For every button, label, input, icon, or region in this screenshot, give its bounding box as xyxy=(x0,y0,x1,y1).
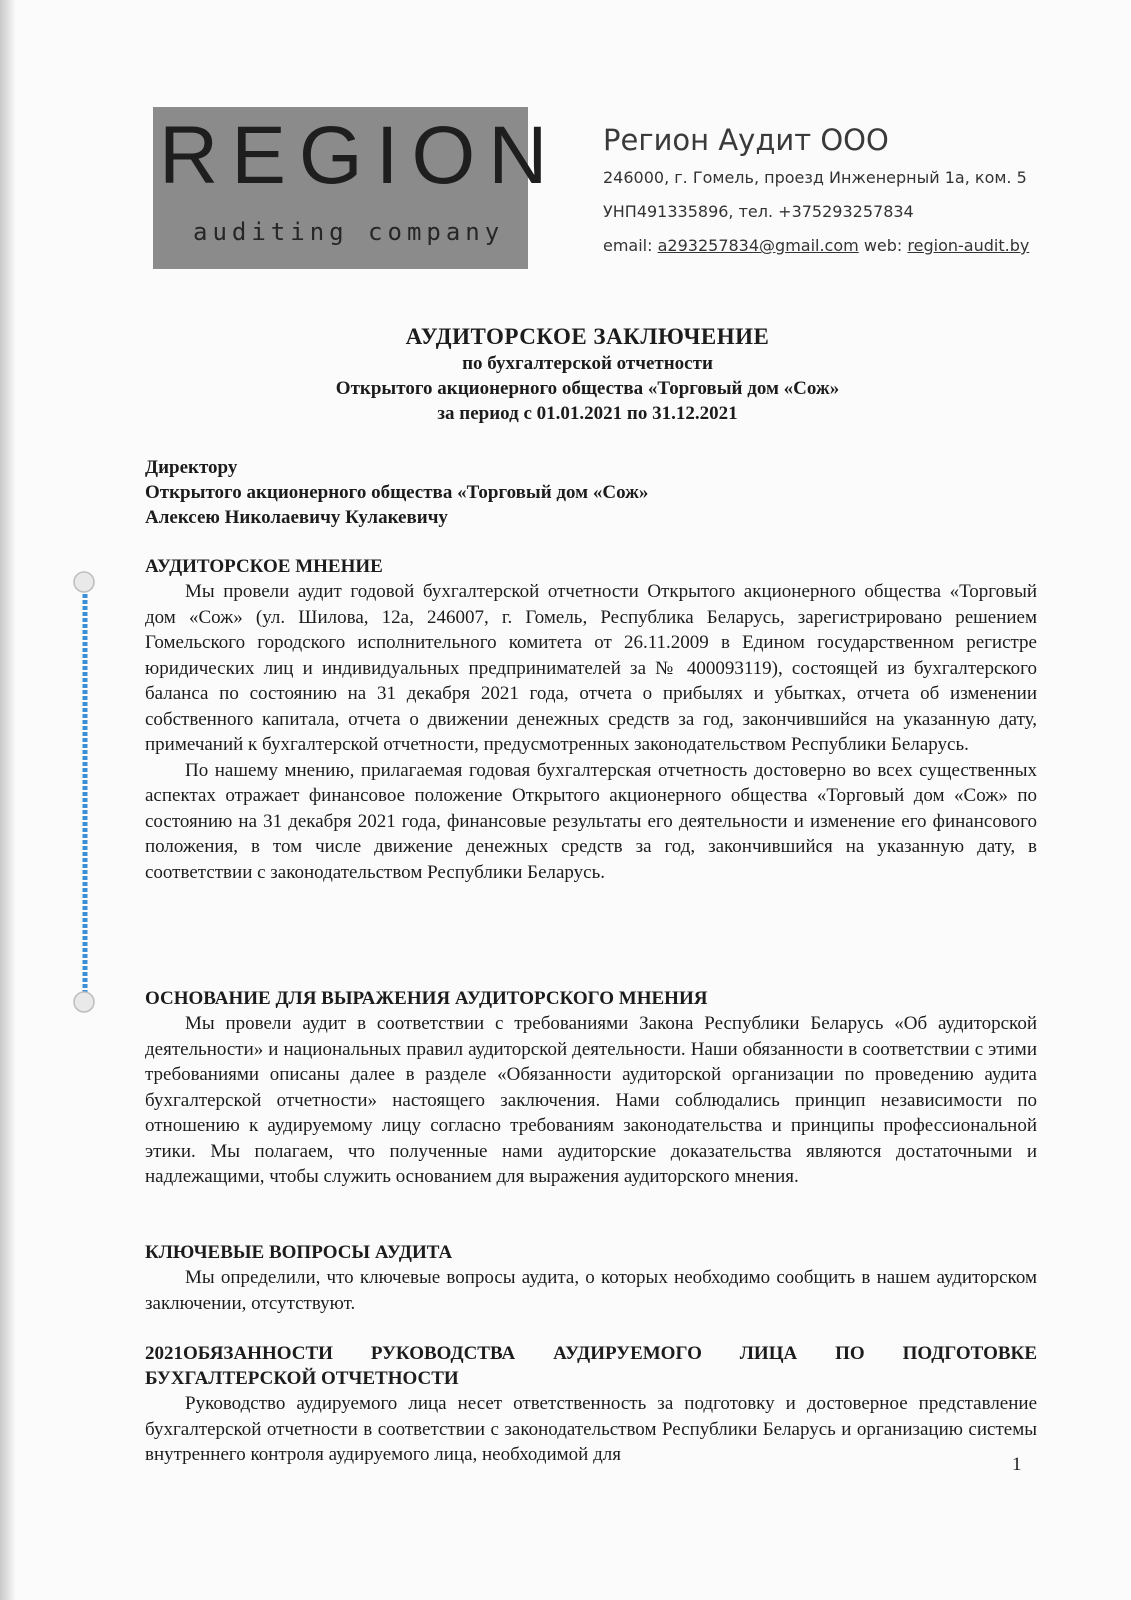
company-unp-phone: УНП491335896, тел. +375293257834 xyxy=(603,202,914,221)
paragraph: Мы провели аудит годовой бухгалтерской отчетности Открытого акционерного общества «Торговый дом «Сож» (ул. Шилова, 12а, 246007, г. Гомель, Республика Беларусь, зарегистрировано решением Гомельского городского исполнительного комитета от 26.11.2009 в Едином государственном регистре юридических лиц и индивидуальных предпринимателей за № 400093119), состоящей из бухгалтерского баланса по состоянию на 31 декабря 2021 года, отчета о прибылях и убытках, отчета об изменении собственного капитала, отчета о движении денежных средств за год, закончившийся на указанную дату, примечаний к бухгалтерской отчетности, предусмотренных законодательством Республики Беларусь. xyxy=(145,581,1037,755)
document-title xyxy=(140,323,1035,426)
email-label: email: xyxy=(603,236,653,255)
page-number: 1 xyxy=(1012,1454,1022,1475)
addressee-person: Алексею Николаевичу Кулакевичу xyxy=(145,507,448,528)
title-line-1: по бухгалтерской отчетности xyxy=(462,353,713,374)
addressee-position: Директору xyxy=(145,457,238,478)
title-period: за период с 01.01.2021 по 31.12.2021 xyxy=(437,403,738,424)
paragraph: Руководство аудируемого лица несет ответственность за подготовку и достоверное представление бухгалтерской отчетности в соответствии с законодательством Республики Беларусь и организацию системы внутреннего контроля аудируемого лица, необходимой для xyxy=(145,1393,1037,1465)
section-heading: 2021ОБЯЗАННОСТИ РУКОВОДСТВА АУДИРУЕМОГО ЛИЦА ПО ПОДГОТОВКЕ БУХГАЛТЕРСКОЙ ОТЧЕТНОСТИ xyxy=(145,1343,1037,1389)
paragraph: Мы определили, что ключевые вопросы аудита, о которых необходимо сообщить в нашем аудиторском заключении, отсутствуют. xyxy=(145,1267,1037,1314)
paragraph: Мы провели аудит в соответствии с требованиями Закона Республики Беларусь «Об аудиторской деятельности» и национальных правил аудиторской деятельности. Наши обязанности в соответствии с этими требованиями описаны далее в разделе «Обязанности аудиторской организации по проведению аудита бухгалтерской отчетности» настоящего заключения. Нами соблюдались принцип независимости по отношению к аудируемому лицу согласно требованиям законодательства и принципы профессиональной этики. Мы полагаем, что полученные нами аудиторские доказательства являются достаточными и надлежащими, чтобы служить основанием для выражения аудиторского мнения. xyxy=(145,1013,1037,1187)
section-heading: ОСНОВАНИЕ ДЛЯ ВЫРАЖЕНИЯ АУДИТОРСКОГО МНЕНИЯ xyxy=(145,988,708,1009)
company-web-contacts xyxy=(603,230,1083,262)
web-label: web: xyxy=(863,236,903,255)
addressee xyxy=(145,455,1025,530)
logo-wordmark: REGION xyxy=(159,110,561,201)
addressee-organization: Открытого акционерного общества «Торговый дом «Сож» xyxy=(145,482,649,503)
section-management xyxy=(145,1341,1037,1468)
company-address: 246000, г. Гомель, проезд Инженерный 1а, ком. 5 xyxy=(603,168,1027,187)
company-name: Регион Аудит ООО xyxy=(603,123,889,157)
paragraph: По нашему мнению, прилагаемая годовая бухгалтерская отчетность достоверно во всех существенных аспектах отражает финансовое положение Открытого акционерного общества «Торговый дом «Сож» по состоянию на 31 декабря 2021 года, финансовые результаты его деятельности и изменение его финансового положения, в том числе движение денежных средств за год, закончившийся на указанную дату, в соответствии с законодательством Республики Беларусь. xyxy=(145,759,1037,883)
section-key-matters xyxy=(145,1240,1037,1316)
email-link[interactable]: a293257834@gmail.com xyxy=(657,236,859,255)
page-left-edge xyxy=(0,0,16,1600)
company-contacts xyxy=(603,120,1083,262)
website-link[interactable]: region-audit.by xyxy=(907,236,1030,255)
section-opinion xyxy=(145,554,1037,885)
title-main: АУДИТОРСКОЕ ЗАКЛЮЧЕНИЕ xyxy=(405,324,770,349)
section-heading: АУДИТОРСКОЕ МНЕНИЕ xyxy=(145,556,383,577)
company-logo xyxy=(153,107,561,269)
section-basis xyxy=(145,986,1037,1190)
logo-tagline: auditing company xyxy=(193,218,505,246)
binding-thread-icon xyxy=(70,570,100,1020)
section-heading: КЛЮЧЕВЫЕ ВОПРОСЫ АУДИТА xyxy=(145,1242,453,1263)
title-line-2: Открытого акционерного общества «Торговый дом «Сож» xyxy=(335,378,840,399)
